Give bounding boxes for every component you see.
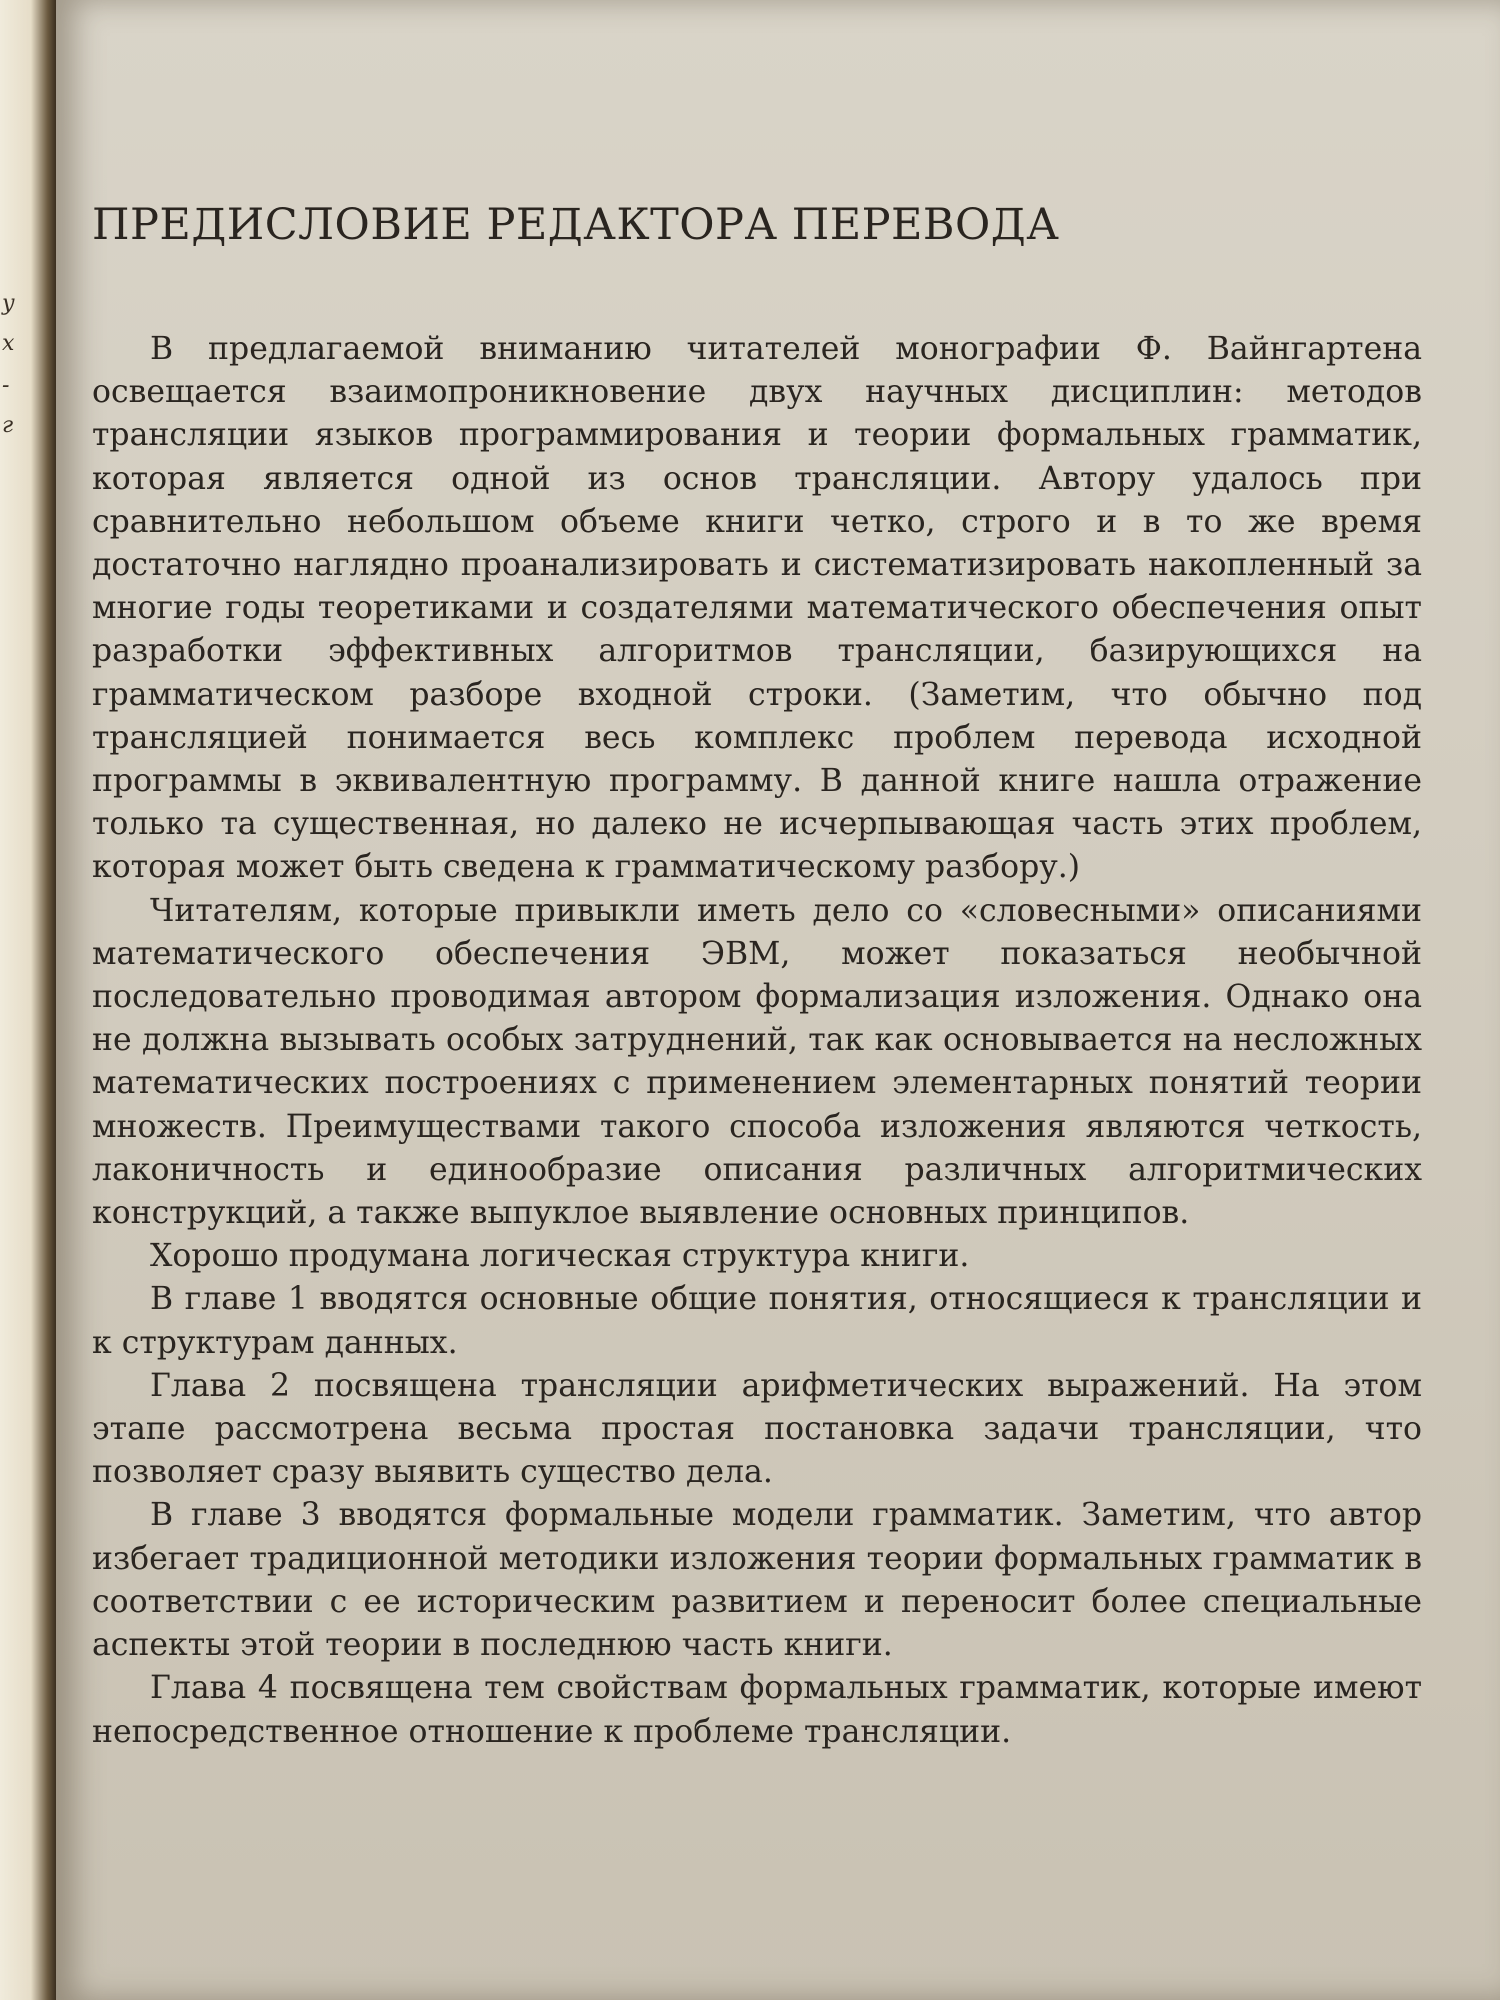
margin-fragment-4: г: [2, 413, 14, 438]
book-spine: [0, 0, 56, 2000]
margin-fragment-2: х: [2, 331, 15, 356]
paragraph-6: В главе 3 вводятся формальные модели грамматик. Заметим, что автор избегает традиционной методики изложения теории формальных грамматик в соответствии с ее историческим развитием и переносит более специальные аспекты этой теории в последнюю часть книги.: [92, 1497, 1422, 1664]
margin-fragment-3: -: [2, 373, 10, 398]
paragraph-4: В главе 1 вводятся основные общие понятия, относящиеся к трансляции и к структурам данных.: [92, 1281, 1422, 1361]
paragraph-1: В предлагаемой вниманию читателей монографии Ф. Вайнгартена освещается взаимопроникновение двух научных дисциплин: методов трансляции языков программирования и теории формальных грамматик, которая является одной из основ трансляции. Автору удалось при сравнительно небольшом объеме книги четко, строго и в то же время достаточно наглядно проанализировать и систематизировать накопленный за многие годы теоретиками и создателями математического обеспечения опыт разработки эффективных алгоритмов трансляции, базирующихся на грамматическом разборе входной строки. (Заметим, что обычно под трансляцией понимается весь комплекс проблем перевода исходной программы в эквивалентную программу. В данной книге нашла отражение только та существенная, но далеко не исчерпывающая часть этих проблем, которая может быть сведена к грамматическому разбору.): [92, 331, 1422, 886]
book-page: [56, 0, 1500, 2000]
paragraph-5: Глава 2 посвящена трансляции арифметических выражений. На этом этапе рассмотрена весьма простая постановка задачи трансляции, что позволяет сразу выявить существо дела.: [92, 1367, 1422, 1491]
page-content: [92, 200, 1422, 1754]
paragraph-7: Глава 4 посвящена тем свойствам формальных грамматик, которые имеют непосредственное отношение к проблеме трансляции.: [92, 1670, 1422, 1750]
margin-fragment-1: у: [2, 291, 15, 316]
paragraph-2: Читателям, которые привыкли иметь дело со «словесными» описаниями математического обеспечения ЭВМ, может показаться необычной последовательно проводимая автором формализация изложения. Однако она не должна вызывать особых затруднений, так как основывается на несложных математических построениях с применением элементарных понятий теории множеств. Преимуществами такого способа изложения являются четкость, лаконичность и единообразие описания различных алгоритмических конструкций, а также выпуклое выявление основных принципов.: [92, 892, 1422, 1232]
page-title: ПРЕДИСЛОВИЕ РЕДАКТОРА ПЕРЕВОДА: [92, 200, 1060, 250]
paragraph-3: Хорошо продумана логическая структура книги.: [150, 1238, 970, 1275]
